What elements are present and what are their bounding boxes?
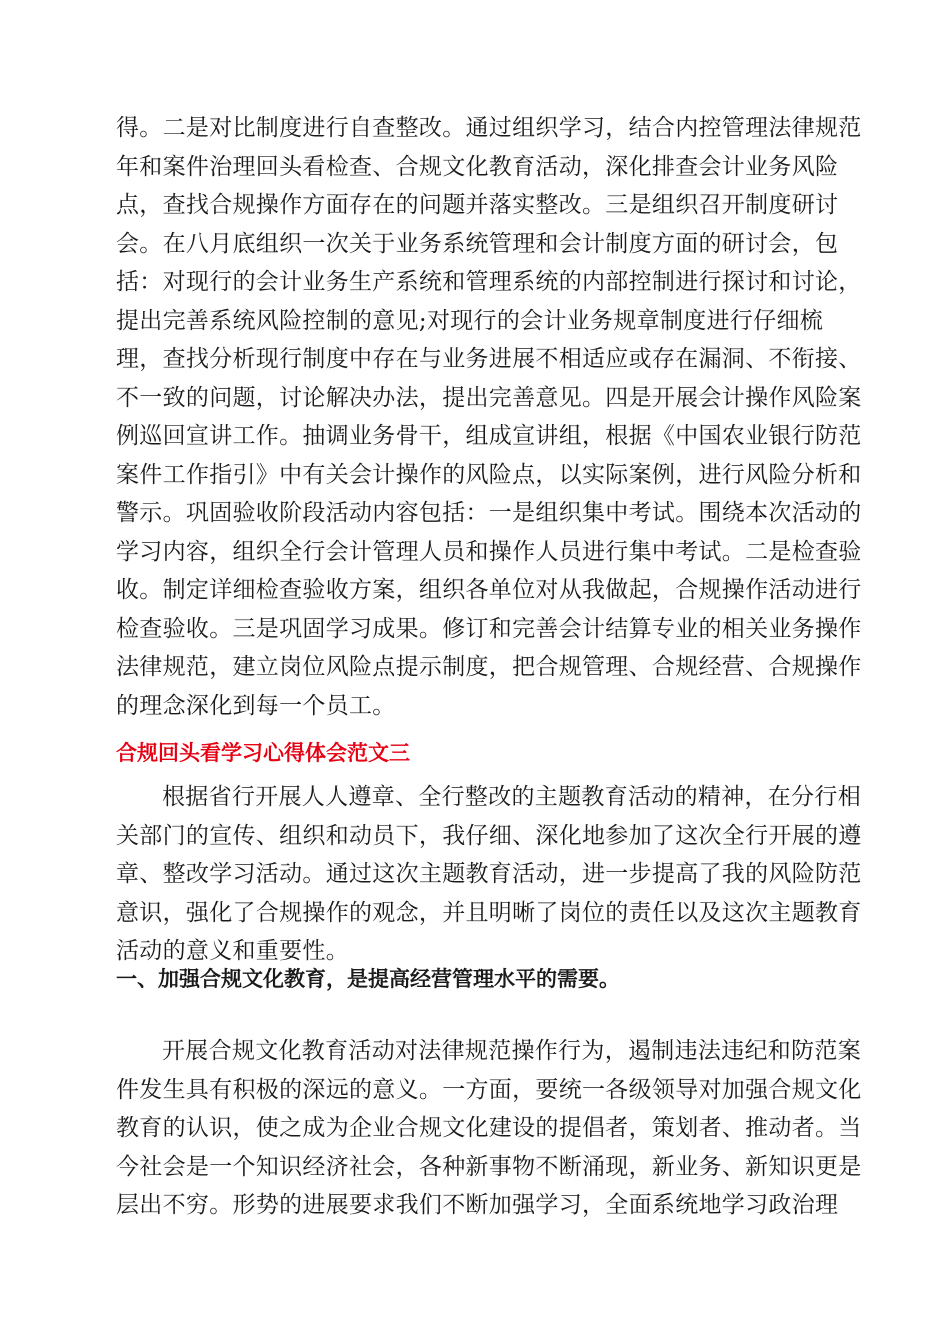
text-line: 层出不穷。形势的进展要求我们不断加强学习，全面系统地学习政治理 [116, 1192, 839, 1218]
text-line: 年和案件治理回头看检查、合规文化教育活动，深化排查会计业务风险 [116, 153, 839, 180]
text-line: 案件工作指引》中有关会计操作的风险点，以实际案例，进行风险分析和 [116, 461, 862, 488]
text-line: 开展合规文化教育活动对法律规范操作行为，遏制违法违纪和防范案 [162, 1038, 861, 1064]
text-line: 法律规范，建立岗位风险点提示制度，把合规管理、合规经营、合规操作 [116, 654, 862, 680]
text-line: 意识，强化了合规操作的观念，并且明晰了岗位的责任以及这次主题教育 [116, 899, 862, 926]
text-line: 例巡回宣讲工作。抽调业务骨干，组成宣讲组，根据《中国农业银行防范 [116, 423, 862, 449]
text-line: 根据省行开展人人遵章、全行整改的主题教育活动的精神，在分行相 [162, 784, 861, 810]
text-line: 今社会是一个知识经济社会，各种新事物不断涌现，新业务、新知识更是 [116, 1153, 862, 1180]
text-line: 检查验收。三是巩固学习成果。修订和完善会计结算专业的相关业务操作 [116, 615, 862, 642]
text-line: 收。制定详细检查验收方案，组织各单位对从我做起，合规操作活动进行 [116, 577, 862, 603]
text-line: 章、整改学习活动。通过这次主题教育活动，进一步提高了我的风险防范 [116, 861, 862, 887]
section-title: 合规回头看学习心得体会范文三 [116, 741, 410, 765]
text-line: 活动的意义和重要性。 [116, 938, 349, 964]
text-line: 的理念深化到每一个员工。 [116, 692, 396, 719]
text-line: 关部门的宣传、组织和动员下，我仔细、深化地参加了这次全行开展的遵 [116, 822, 862, 849]
text-line: 学习内容，组织全行会计管理人员和操作人员进行集中考试。二是检查验 [116, 538, 862, 565]
text-line: 括：对现行的会计业务生产系统和管理系统的内部控制进行探讨和讨论， [116, 269, 862, 295]
text-line: 点，查找合规操作方面存在的问题并落实整改。三是组织召开制度研讨 [116, 192, 839, 218]
text-line: 教育的认识，使之成为企业合规文化建设的提倡者，策划者、推动者。当 [116, 1115, 862, 1141]
text-line: 会。在八月底组织一次关于业务系统管理和会计制度方面的研讨会，包 [116, 230, 839, 257]
paragraph-1 [116, 109, 862, 725]
text-line: 理，查找分析现行制度中存在与业务进展不相适应或存在漏洞、不衔接、 [116, 346, 862, 372]
text-line: 不一致的问题，讨论解决办法，提出完善意见。四是开展会计操作风险案 [116, 384, 862, 411]
text-line: 件发生具有积极的深远的意义。一方面，要统一各级领导对加强合规文化 [116, 1076, 862, 1103]
subheading: 一、加强合规文化教育，是提高经营管理水平的需要。 [116, 967, 620, 991]
paragraph-2 [116, 778, 862, 971]
text-line: 得。二是对比制度进行自查整改。通过组织学习，结合内控管理法律规范 [116, 115, 862, 141]
text-line: 警示。巩固验收阶段活动内容包括：一是组织集中考试。围绕本次活动的 [116, 500, 862, 526]
paragraph-3 [116, 1032, 862, 1225]
text-line: 提出完善系统风险控制的意见;对现行的会计业务规章制度进行仔细梳 [116, 307, 824, 334]
